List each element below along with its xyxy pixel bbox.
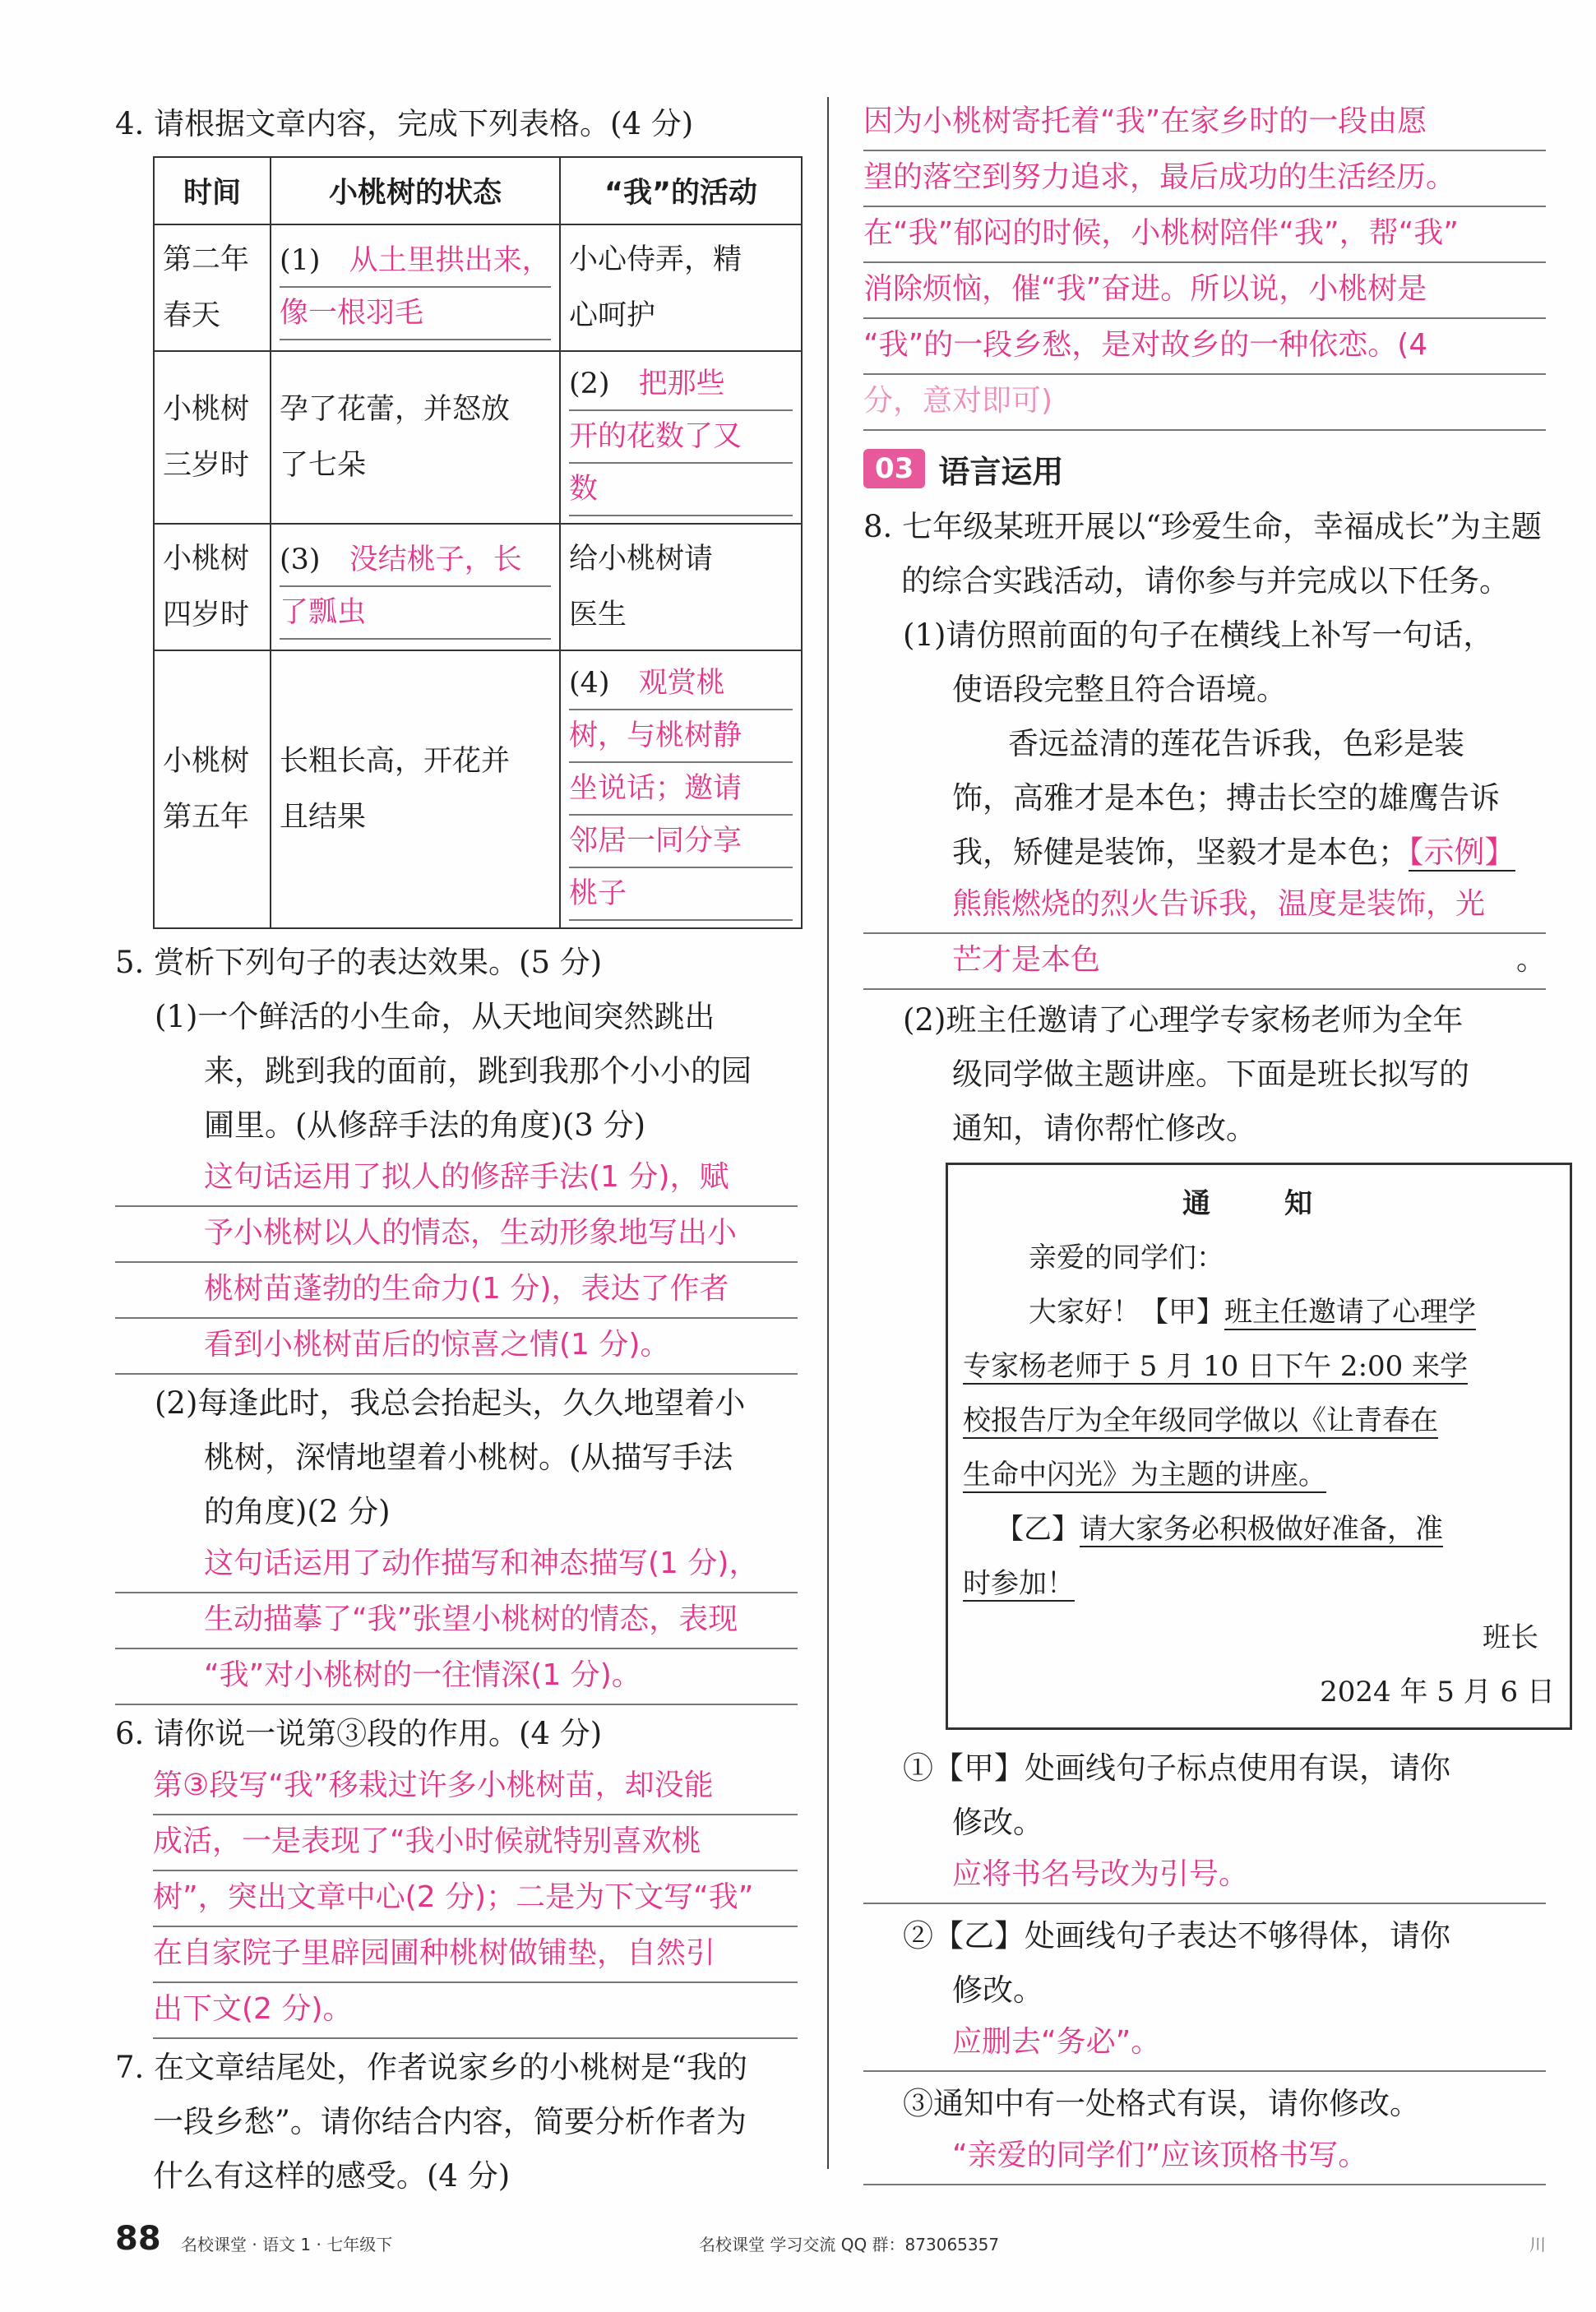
cell-text: 小桃树 bbox=[163, 543, 250, 576]
q5-answer-1: 予小桃树以人的情态，生动形象地写出小 bbox=[115, 1209, 798, 1263]
section-title: 语言运用 bbox=[938, 453, 1064, 490]
q6-answer: 树”，突出文章中心(2 分)；二是为下文写“我” bbox=[153, 1873, 798, 1927]
notice-date: 2024 年 5 月 6 日 bbox=[1320, 1676, 1555, 1709]
time-cell bbox=[154, 224, 271, 351]
notice-paragraph bbox=[963, 1448, 1555, 1502]
q4-table bbox=[153, 156, 803, 929]
underlined-text: 生命中闪光》为主题的讲座。 bbox=[963, 1459, 1326, 1491]
q8-answer-item-1: 应将书名号改为引号。 bbox=[863, 1850, 1546, 1904]
answer-text: 没结桃子，长 bbox=[349, 543, 522, 576]
cell-text: 四岁时 bbox=[163, 599, 250, 631]
q5-title: 5. 赏析下列句子的表达效果。(5 分) bbox=[115, 945, 603, 980]
cell-text: 小桃树 bbox=[163, 393, 250, 426]
notice-title: 通 知 bbox=[1182, 1187, 1335, 1220]
notice-paragraph bbox=[963, 1556, 1555, 1611]
answer-line: 桃子 bbox=[569, 868, 793, 921]
q8-answer-1: 熊熊燃烧的烈火告诉我，温度是装饰，光 bbox=[863, 880, 1546, 934]
answer-text: 把那些 bbox=[638, 368, 725, 400]
cell-text: 第二年 bbox=[163, 243, 250, 276]
q8-item-1: ①【甲】处画线句子标点使用有误，请你 bbox=[903, 1750, 1450, 1786]
q8-title: 的综合实践活动，请你参与并完成以下任务。 bbox=[901, 563, 1510, 599]
section-badge: 03 bbox=[863, 449, 925, 488]
table-row bbox=[154, 650, 802, 928]
answer-line bbox=[569, 358, 793, 411]
q8-sub2: 级同学做主题讲座。下面是班长拟写的 bbox=[952, 1057, 1469, 1092]
notice-text: 大家好！【甲】 bbox=[1029, 1296, 1224, 1329]
book-info: 名校课堂 · 语文 1 · 七年级下 bbox=[181, 2235, 393, 2254]
q7-answer: “我”的一段乡愁，是对故乡的一种依恋。(4 bbox=[863, 321, 1546, 375]
table-header: 小桃树的状态 bbox=[271, 157, 560, 224]
q8-answer-1 bbox=[863, 936, 1546, 990]
activity-cell bbox=[560, 650, 802, 928]
passage-text: 我，矫健是装饰，坚毅才是本色； bbox=[952, 835, 1409, 870]
q8-item-2: 修改。 bbox=[952, 1972, 1043, 2008]
q6-answer: 在自家院子里辟园圃种桃树做铺垫，自然引 bbox=[153, 1929, 798, 1983]
underlined-text: 班主任邀请了心理学 bbox=[1224, 1296, 1476, 1329]
q8-answer-item-3: “亲爱的同学们”应该顶格书写。 bbox=[863, 2131, 1546, 2185]
cell-text: 给小桃树请 bbox=[569, 543, 714, 576]
activity-cell bbox=[560, 351, 802, 524]
q5-answer-2: 生动描摹了“我”张望小桃树的情态，表现 bbox=[115, 1595, 798, 1649]
cell-text: 小心侍弄，精 bbox=[569, 243, 742, 276]
notice-paragraph bbox=[963, 1339, 1555, 1394]
activity-cell bbox=[560, 524, 802, 650]
table-row bbox=[154, 524, 802, 650]
q8-sub2: (2)班主任邀请了心理学专家杨老师为全年 bbox=[903, 1002, 1464, 1038]
region-mark: 川 bbox=[1529, 2235, 1546, 2254]
cell-text: 心呵护 bbox=[569, 299, 656, 332]
answer-line bbox=[569, 658, 793, 710]
notice-signature: 班长 bbox=[1483, 1621, 1538, 1654]
qq-group: 名校课堂 学习交流 QQ 群：873065357 bbox=[699, 2235, 1000, 2254]
notice-box bbox=[946, 1163, 1572, 1730]
q6-answer: 第③段写“我”移栽过许多小桃树苗，却没能 bbox=[153, 1761, 798, 1815]
cell-text: 三岁时 bbox=[163, 449, 250, 482]
cell-text: 孕了花蕾，并怒放 bbox=[280, 393, 511, 426]
q8-passage: 香远益清的莲花告诉我，色彩是装 bbox=[1008, 726, 1464, 761]
answer-line bbox=[280, 534, 551, 587]
q8-item-3: ③通知中有一处格式有误，请你修改。 bbox=[903, 2086, 1420, 2121]
item-number: (3) bbox=[280, 543, 321, 576]
answer-text: 从土里拱出来， bbox=[349, 244, 551, 277]
q5-sentence-1: 圃里。(从修辞手法的角度)(3 分) bbox=[204, 1107, 646, 1143]
answer-line bbox=[280, 235, 551, 288]
q8-item-2: ②【乙】处画线句子表达不够得体，请你 bbox=[903, 1918, 1450, 1954]
q5-answer-1: 桃树苗蓬勃的生命力(1 分)，表达了作者 bbox=[115, 1265, 798, 1319]
notice-paragraph bbox=[963, 1502, 1555, 1556]
cell-text: 且结果 bbox=[280, 801, 367, 834]
notice-text: 【乙】 bbox=[996, 1513, 1080, 1546]
page-footer bbox=[115, 2220, 1546, 2261]
q8-sub1: (1)请仿照前面的句子在横线上补写一句话， bbox=[903, 617, 1494, 653]
answer-line: 坐说话；邀请 bbox=[569, 763, 793, 816]
cell-text: 小桃树 bbox=[163, 745, 250, 778]
q5-sentence-2: 的角度)(2 分) bbox=[204, 1494, 391, 1529]
q4-title: 4. 请根据文章内容，完成下列表格。(4 分) bbox=[115, 106, 694, 141]
q5-answer-2: “我”对小桃树的一往情深(1 分)。 bbox=[115, 1651, 798, 1705]
answer-line: 了瓢虫 bbox=[280, 587, 551, 640]
q6-answer: 成活，一是表现了“我小时候就特别喜欢桃 bbox=[153, 1817, 798, 1871]
state-cell bbox=[271, 650, 560, 928]
q7-answer: 分，意对即可) bbox=[863, 377, 1546, 431]
time-cell bbox=[154, 524, 271, 650]
answer-text: 芒才是本色 bbox=[952, 943, 1101, 977]
q7-title: 什么有这样的感受。(4 分) bbox=[153, 2158, 511, 2194]
state-cell bbox=[271, 351, 560, 524]
q8-title: 8. 七年级某班开展以“珍爱生命，幸福成长”为主题 bbox=[863, 509, 1542, 544]
state-cell bbox=[271, 224, 560, 351]
activity-cell bbox=[560, 224, 802, 351]
answer-line: 数 bbox=[569, 464, 793, 516]
q8-sub1: 使语段完整且符合语境。 bbox=[952, 672, 1287, 707]
state-cell bbox=[271, 524, 560, 650]
table-header: “我”的活动 bbox=[560, 157, 802, 224]
section-heading bbox=[863, 442, 1546, 495]
notice-paragraph bbox=[963, 1285, 1555, 1339]
q5-answer-2: 这句话运用了动作描写和神态描写(1 分)， bbox=[115, 1539, 798, 1593]
q5-sentence-1: (1)一个鲜活的小生命，从天地间突然跳出 bbox=[155, 999, 715, 1034]
cell-text: 春天 bbox=[163, 299, 221, 332]
underlined-text: 时参加！ bbox=[963, 1567, 1075, 1600]
q8-sub2: 通知，请你帮忙修改。 bbox=[952, 1111, 1256, 1146]
answer-line: 像一根羽毛 bbox=[280, 288, 551, 340]
time-cell bbox=[154, 650, 271, 928]
q8-passage: 饰，高雅才是本色；搏击长空的雄鹰告诉 bbox=[952, 780, 1500, 816]
item-number: (2) bbox=[569, 368, 610, 400]
answer-line: 邻居一同分享 bbox=[569, 816, 793, 868]
answer-text: 观赏桃 bbox=[638, 667, 725, 700]
right-column bbox=[863, 97, 1555, 2187]
answer-line: 开的花数了又 bbox=[569, 411, 793, 464]
q7-title: 一段乡愁”。请你结合内容，简要分析作者为 bbox=[153, 2104, 747, 2139]
q8-passage bbox=[863, 825, 1546, 880]
q5-answer-1: 看到小桃树苗后的惊喜之情(1 分)。 bbox=[115, 1320, 798, 1375]
q6-answer: 出下文(2 分)。 bbox=[153, 1985, 798, 2039]
item-number: (1) bbox=[280, 244, 321, 277]
table-header-row bbox=[154, 157, 802, 224]
notice-greeting: 亲爱的同学们： bbox=[1029, 1242, 1224, 1274]
underlined-text: 校报告厅为全年级同学做以《让青春在 bbox=[963, 1404, 1438, 1437]
q7-title: 7. 在文章结尾处，作者说家乡的小桃树是“我的 bbox=[115, 2050, 747, 2085]
q5-answer-1: 这句话运用了拟人的修辞手法(1 分)，赋 bbox=[115, 1153, 798, 1207]
cell-text: 第五年 bbox=[163, 801, 250, 834]
page-number: 88 bbox=[115, 2220, 161, 2258]
underlined-text: 请大家务必积极做好准备，准 bbox=[1080, 1513, 1443, 1546]
period: 。 bbox=[1515, 943, 1546, 977]
item-number: (4) bbox=[569, 667, 610, 700]
cell-text: 了七朵 bbox=[280, 449, 367, 482]
column-divider bbox=[827, 97, 829, 2169]
q8-item-1: 修改。 bbox=[952, 1805, 1043, 1840]
answer-line: 树，与桃树静 bbox=[569, 710, 793, 763]
q5-sentence-1: 来，跳到我的面前，跳到我那个小小的园 bbox=[204, 1053, 752, 1089]
notice-paragraph bbox=[963, 1394, 1555, 1448]
time-cell bbox=[154, 351, 271, 524]
table-row bbox=[154, 351, 802, 524]
underlined-text: 专家杨老师于 5 月 10 日下午 2:00 来学 bbox=[963, 1350, 1469, 1383]
table-header: 时间 bbox=[154, 157, 271, 224]
q7-answer: 在“我”郁闷的时候，小桃树陪伴“我”，帮“我” bbox=[863, 209, 1546, 263]
cell-text: 长粗长高，开花并 bbox=[280, 745, 511, 778]
cell-text: 医生 bbox=[569, 599, 627, 631]
answer-text: 【示例】 bbox=[1409, 835, 1515, 870]
table-row bbox=[154, 224, 802, 351]
q5-sentence-2: 桃树，深情地望着小桃树。(从描写手法 bbox=[204, 1440, 733, 1475]
q7-answer: 望的落空到努力追求，最后成功的生活经历。 bbox=[863, 153, 1546, 207]
q6-title: 6. 请你说一说第③段的作用。(4 分) bbox=[115, 1716, 603, 1751]
q8-answer-item-2: 应删去“务必”。 bbox=[863, 2018, 1546, 2072]
q7-answer: 消除烦恼，催“我”奋进。所以说，小桃树是 bbox=[863, 265, 1546, 319]
q7-answer: 因为小桃树寄托着“我”在家乡时的一段由愿 bbox=[863, 97, 1546, 151]
left-column bbox=[115, 97, 798, 2203]
q5-sentence-2: (2)每逢此时，我总会抬起头，久久地望着小 bbox=[155, 1385, 746, 1421]
